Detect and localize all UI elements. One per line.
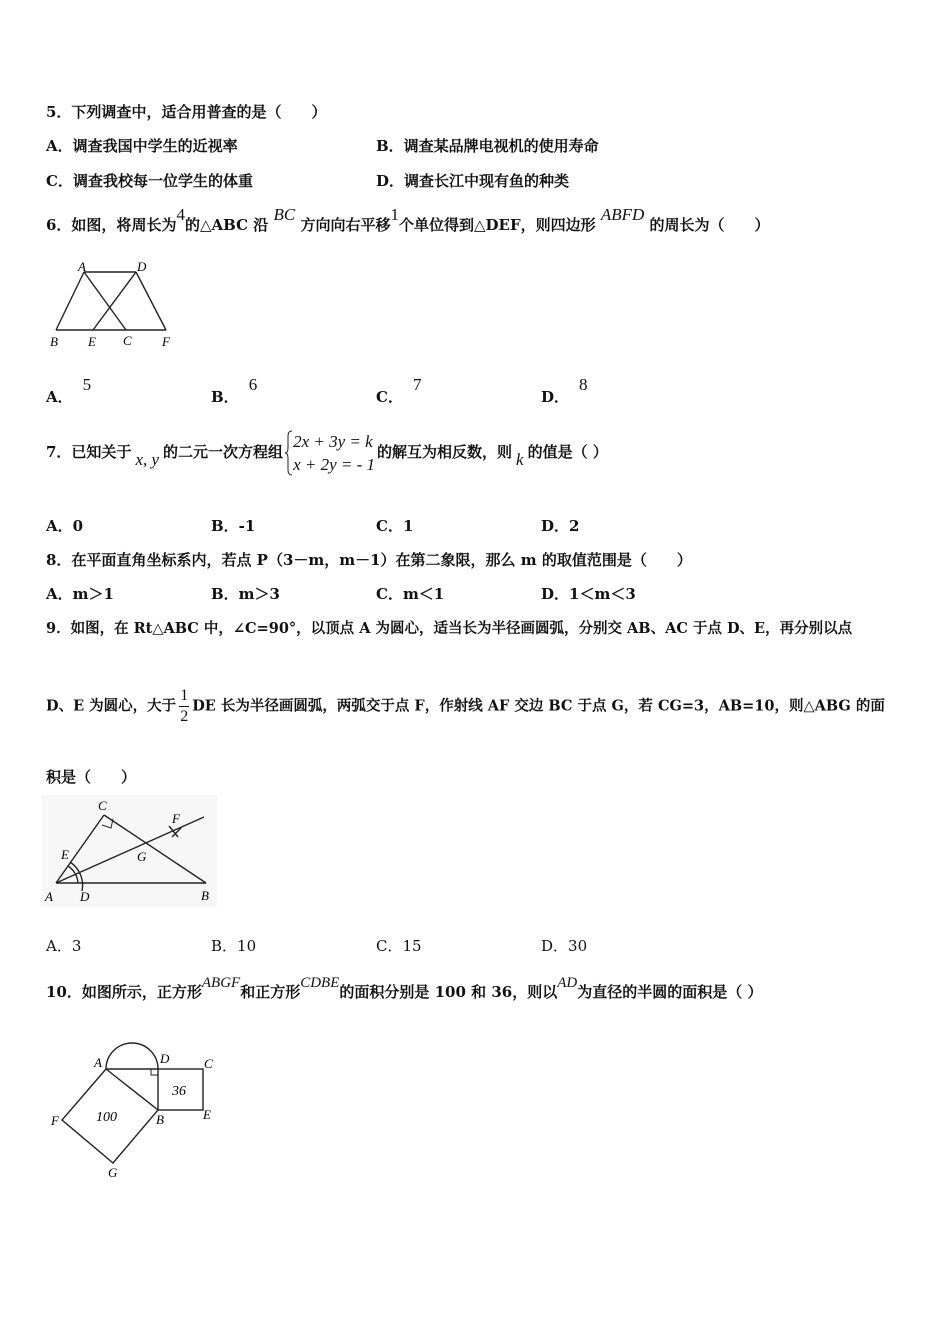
q7-stem: 7．已知关于 x, y 的二元一次方程组 2x + 3y = k x + 2y = - 1 的解互为相反数，则 k 的值是（ ） — [46, 432, 608, 474]
q6-option-d: D．8 — [541, 375, 588, 406]
q9-line-2: D、E 为圆心，大于 $\frac{1}{2}$ DE 长为半径画圆弧，两弧交于点 F，作射线 AF 交边 BC 于点 G，若 CG=3，AB=10，则△ABG 的面 — [46, 687, 885, 725]
q6-segment-bc: BC — [273, 205, 296, 224]
q6-label-f: F — [162, 334, 170, 349]
q7-equation-system — [285, 430, 375, 476]
q10-stem: 10．如图所示，正方形ABGF和正方形CDBE的面积分别是 100 和 36，则以AD为直径的半圆的面积是（ ） — [46, 975, 763, 1001]
q9-label-d: D — [80, 889, 90, 904]
q5-option-b: B．调查某品牌电视机的使用寿命 — [376, 137, 599, 155]
q9-option-a: A．3 — [46, 937, 82, 955]
q10-square-abgf: ABGF — [201, 975, 241, 991]
q8-option-d: D．1＜m＜3 — [541, 585, 636, 603]
q7-vars: x, y — [135, 450, 160, 469]
q10-square-cdbe: CDBE — [300, 975, 340, 991]
q10-label-c: C — [204, 1056, 213, 1071]
q9-label-c: C — [98, 798, 107, 813]
q6-option-c: C．7 — [376, 375, 422, 406]
q10-label-b: B — [156, 1112, 164, 1127]
q10-label-d: D — [160, 1051, 170, 1066]
q6-stem: 6．如图，将周长为4的△ABC 沿 BC 方向向右平移1个单位得到△DEF，则四边形 ABFD 的周长为（ ） — [46, 205, 770, 234]
q9-option-d: D．30 — [541, 937, 588, 955]
q10-label-e: E — [203, 1107, 211, 1122]
q9-fraction: $\frac{1}{2}$ — [180, 687, 189, 725]
q9-label-g: G — [137, 849, 147, 864]
q6-shift-value: 1 — [390, 205, 399, 224]
q7-k: k — [516, 450, 524, 469]
q10-label-a: A — [94, 1055, 102, 1070]
q9-option-c: C．15 — [376, 937, 422, 955]
brace-icon — [285, 430, 293, 476]
q8-option-c: C．m＜1 — [376, 585, 445, 603]
q7-option-b: B．-1 — [211, 517, 256, 535]
q6-label-e: E — [88, 334, 96, 349]
q8-stem: 8．在平面直角坐标系内，若点 P（3－m，m－1）在第二象限，那么 m 的取值范围是（ ） — [46, 551, 692, 569]
q6-label-c: C — [123, 333, 132, 348]
q10-area-small: 36 — [172, 1084, 186, 1099]
q6-label-d: D — [137, 259, 147, 274]
q9-label-b: B — [201, 888, 209, 903]
q9-option-b: B．10 — [211, 937, 257, 955]
q9-label-e: E — [61, 847, 69, 862]
q6-figure — [46, 258, 186, 353]
q9-line-3: 积是（ ） — [46, 768, 137, 786]
q9-label-a: A — [45, 889, 53, 904]
q7-option-a: A．0 — [46, 517, 84, 535]
q5-option-a: A．调查我国中学生的近视率 — [46, 137, 238, 155]
q10-area-large: 100 — [96, 1110, 117, 1125]
q9-line-1: 9．如图，在 Rt△ABC 中，∠C=90°，以顶点 A 为圆心，适当长为半径画圆弧，分别交 AB、AC 于点 D、E，再分别以点 — [46, 620, 853, 637]
q8-option-a: A．m＞1 — [46, 585, 114, 603]
q7-option-c: C．1 — [376, 517, 414, 535]
q9-figure — [42, 795, 217, 907]
q6-label-b: B — [50, 334, 58, 349]
q6-option-a: A．5 — [46, 375, 92, 406]
q9-label-f: F — [172, 811, 180, 826]
q10-label-g: G — [108, 1165, 118, 1180]
q6-perimeter-value: 4 — [176, 205, 185, 224]
q10-figure — [46, 1030, 221, 1180]
q10-label-f: F — [51, 1113, 59, 1128]
q5-stem: 5．下列调查中，适合用普查的是（ ） — [46, 103, 327, 121]
q5-option-d: D．调查长江中现有鱼的种类 — [376, 172, 570, 190]
q6-quad-abfd: ABFD — [600, 205, 645, 224]
q10-segment-ad: AD — [557, 975, 578, 991]
q6-option-b: B．6 — [211, 375, 258, 406]
q8-option-b: B．m＞3 — [211, 585, 280, 603]
q7-equation-1: 2x + 3y = k — [293, 432, 373, 451]
q6-label-a: A — [78, 259, 86, 274]
q5-option-c: C．调查我校每一位学生的体重 — [46, 172, 253, 190]
q7-equation-2: x + 2y = - 1 — [293, 455, 376, 474]
q7-option-d: D．2 — [541, 517, 580, 535]
